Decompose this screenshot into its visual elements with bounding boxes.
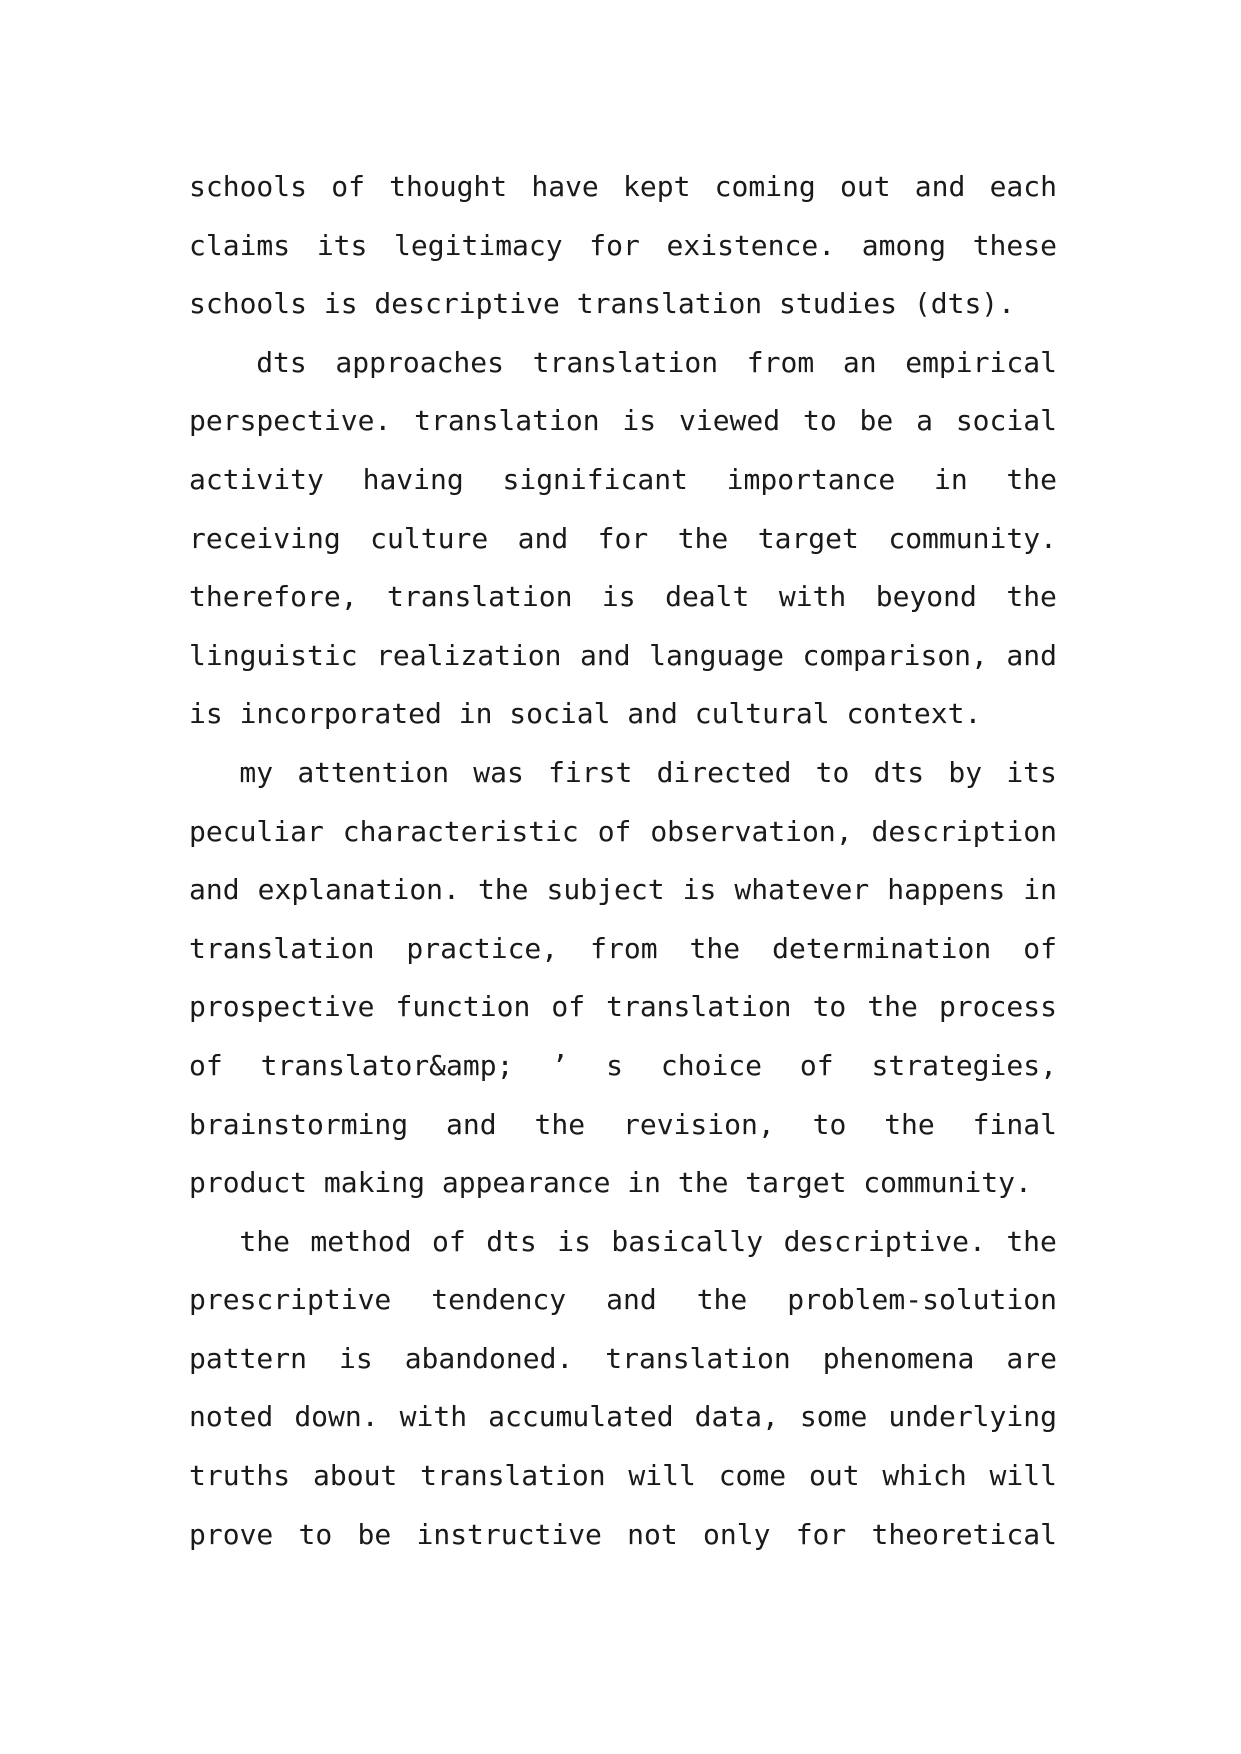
- word: about: [313, 1459, 398, 1493]
- word: viewed: [678, 404, 781, 438]
- word: phenomena: [822, 1341, 975, 1375]
- word: realization: [376, 638, 562, 672]
- word: pattern: [189, 1341, 308, 1375]
- word: practice,: [406, 931, 559, 965]
- word: basically: [611, 1224, 764, 1258]
- text-line: [189, 1037, 1057, 1096]
- word: of: [331, 170, 365, 203]
- word: determination: [772, 931, 992, 965]
- word: schools: [189, 170, 308, 203]
- word: is: [557, 1224, 591, 1258]
- word: choice: [660, 1048, 763, 1082]
- word: and: [446, 1107, 497, 1141]
- text-line: [189, 1330, 1057, 1389]
- word: is: [682, 873, 717, 907]
- word: with: [399, 1400, 468, 1434]
- word: to: [812, 990, 847, 1024]
- word: whatever: [734, 873, 870, 907]
- word: translation: [606, 990, 792, 1024]
- word: underlying: [888, 1400, 1057, 1434]
- word: the: [1006, 580, 1057, 614]
- word: among: [861, 228, 947, 262]
- word: truths: [189, 1459, 291, 1493]
- text-line: [189, 334, 1057, 393]
- word: for: [795, 1517, 847, 1551]
- word: be: [357, 1517, 392, 1551]
- word: of: [189, 1048, 223, 1082]
- word: instructive: [416, 1517, 602, 1551]
- text-line: [189, 392, 1057, 451]
- text-line: [189, 861, 1057, 920]
- word: will: [628, 1459, 696, 1493]
- word: coming: [714, 170, 816, 203]
- word: theoretical: [871, 1517, 1057, 1551]
- word: only: [703, 1517, 771, 1551]
- word: these: [972, 228, 1057, 262]
- word: method: [310, 1224, 412, 1258]
- word: each: [989, 170, 1057, 203]
- word: its: [316, 228, 368, 262]
- text-line: [189, 627, 1057, 686]
- word: some: [799, 1400, 868, 1434]
- word: subject: [546, 873, 665, 907]
- word: of: [597, 814, 632, 848]
- word: beyond: [875, 580, 977, 614]
- word: have: [531, 170, 599, 203]
- word: existence.: [666, 228, 836, 262]
- word: in: [933, 462, 968, 496]
- word: approaches: [335, 345, 504, 379]
- text-line: [189, 1271, 1057, 1330]
- word: not: [627, 1517, 678, 1551]
- text-line: [189, 451, 1057, 510]
- word: to: [802, 404, 837, 438]
- word: an: [842, 345, 877, 379]
- word: and: [1006, 638, 1057, 672]
- word: the: [1006, 462, 1057, 496]
- word: for: [589, 228, 640, 262]
- word: significant: [502, 462, 688, 496]
- word: of: [799, 1048, 834, 1082]
- word: kept: [623, 170, 691, 203]
- word: target: [757, 521, 859, 555]
- word: to: [298, 1517, 333, 1551]
- word: out: [808, 1459, 860, 1493]
- word: of: [551, 990, 586, 1024]
- word: characteristic: [342, 814, 579, 848]
- word: for: [597, 521, 649, 555]
- word: prospective: [189, 990, 375, 1024]
- word: brainstorming: [189, 1107, 409, 1141]
- word: the: [884, 1107, 935, 1141]
- word: dealt: [665, 580, 750, 614]
- text-line: [189, 1388, 1057, 1447]
- word: comparison,: [802, 638, 988, 672]
- word: and: [580, 638, 631, 672]
- word: social: [955, 404, 1057, 438]
- text-line: [189, 803, 1057, 862]
- word: in: [1023, 873, 1057, 907]
- word: attention: [297, 755, 450, 789]
- word: out: [840, 170, 891, 203]
- text-line: [189, 158, 1057, 217]
- word: of: [432, 1224, 466, 1258]
- word: ’: [551, 1048, 569, 1082]
- word: translation: [605, 1341, 791, 1375]
- word: the: [689, 931, 741, 965]
- word: to: [815, 755, 850, 789]
- word: tendency: [431, 1283, 567, 1317]
- word: translator&amp;: [260, 1048, 514, 1082]
- word: by: [948, 755, 983, 789]
- word: s: [606, 1048, 623, 1082]
- word: dts: [486, 1224, 537, 1258]
- word: is: [339, 1341, 373, 1375]
- word: abandoned.: [404, 1341, 574, 1375]
- word: process: [938, 990, 1057, 1024]
- word: explanation.: [257, 873, 460, 907]
- word: the: [534, 1107, 586, 1141]
- word: the: [239, 1224, 290, 1258]
- word: legitimacy: [394, 228, 563, 262]
- word: be: [859, 404, 894, 438]
- word: is: [601, 580, 636, 614]
- word: and: [606, 1283, 657, 1317]
- word: importance: [726, 462, 896, 496]
- word: description: [871, 814, 1057, 848]
- word: down.: [294, 1400, 379, 1434]
- word: descriptive.: [783, 1224, 986, 1258]
- word: dts: [256, 345, 307, 379]
- word: dts: [873, 755, 925, 789]
- word: to: [812, 1107, 847, 1141]
- body-text: [189, 158, 1057, 1564]
- word: which: [882, 1459, 967, 1493]
- word: final: [972, 1107, 1057, 1141]
- word: and: [189, 873, 240, 907]
- word: translation: [387, 580, 573, 614]
- word: prove: [189, 1517, 274, 1551]
- text-line: [189, 510, 1057, 569]
- word: from: [590, 931, 658, 965]
- word: translation: [420, 1459, 606, 1493]
- word: culture: [370, 521, 489, 555]
- text-line: [189, 1213, 1057, 1272]
- word: happens: [887, 873, 1006, 907]
- word: language: [649, 638, 784, 672]
- word: are: [1006, 1341, 1057, 1375]
- word: first: [548, 755, 633, 789]
- word: strategies,: [871, 1048, 1057, 1082]
- word: linguistic: [189, 638, 358, 672]
- word: therefore,: [189, 580, 358, 614]
- text-line: product making appearance in the target community.: [189, 1166, 1032, 1200]
- word: from: [746, 345, 815, 379]
- word: empirical: [905, 345, 1057, 379]
- text-line: [189, 1506, 1057, 1565]
- word: receiving: [189, 521, 341, 555]
- word: the: [696, 1283, 748, 1317]
- word: and: [914, 170, 966, 203]
- word: peculiar: [189, 814, 324, 848]
- word: revision,: [622, 1107, 775, 1141]
- text-line: schools is descriptive translation studies (dts).: [189, 287, 1016, 321]
- word: translation: [189, 931, 375, 965]
- word: come: [718, 1459, 787, 1493]
- text-line: [189, 568, 1057, 627]
- word: my: [239, 755, 274, 789]
- word: its: [1006, 755, 1057, 789]
- word: and: [517, 521, 569, 555]
- word: the: [677, 521, 729, 555]
- text-line: [189, 1447, 1057, 1506]
- word: data,: [694, 1400, 779, 1434]
- word: translation: [532, 345, 719, 379]
- word: thought: [389, 170, 508, 203]
- word: perspective.: [189, 404, 392, 438]
- text-line: [189, 920, 1057, 979]
- word: of: [1023, 931, 1057, 965]
- word: translation: [414, 404, 600, 438]
- text-line: [189, 744, 1057, 803]
- word: a: [916, 404, 933, 438]
- word: directed: [656, 755, 792, 789]
- word: the: [1006, 1224, 1057, 1258]
- word: community.: [888, 521, 1057, 555]
- text-line: [189, 217, 1057, 276]
- word: was: [473, 755, 524, 789]
- text-line: is incorporated in social and cultural context.: [189, 697, 982, 731]
- word: prescriptive: [189, 1283, 392, 1317]
- word: observation,: [650, 814, 853, 848]
- word: with: [778, 580, 847, 614]
- word: noted: [189, 1400, 274, 1434]
- word: having: [362, 462, 464, 496]
- word: the: [477, 873, 529, 907]
- word: claims: [189, 228, 291, 262]
- word: will: [989, 1459, 1057, 1493]
- word: activity: [189, 462, 324, 496]
- word: the: [867, 990, 918, 1024]
- word: accumulated: [488, 1400, 674, 1434]
- text-line: [189, 978, 1057, 1037]
- word: is: [622, 404, 657, 438]
- word: problem-solution: [787, 1283, 1057, 1317]
- word: function: [395, 990, 531, 1024]
- text-line: [189, 1096, 1057, 1155]
